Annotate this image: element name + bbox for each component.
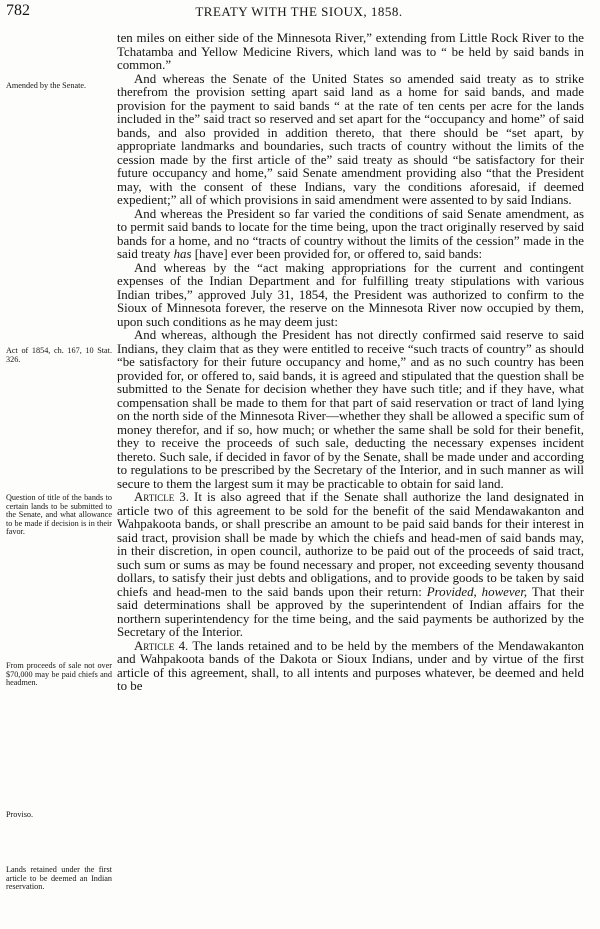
article-heading: Article 3. xyxy=(134,490,189,504)
article-text: That their said determinations shall be approved by the superintendent of Indian affairs for the northern superintendency for the time being, and the said payments be authorized by the Secretary of the Interior. xyxy=(117,584,584,639)
article-text: The lands retained and to be held by the members of the Mendawakanton and Wahpakoota bands of the Dakota or Sioux Indians, under and by virtue of the first article of this agreement, shall, to all intents and purposes whatever, be deemed and held to be xyxy=(117,638,584,693)
paragraph-text: [have] ever been provided for, or offered to, said bands: xyxy=(194,247,483,261)
italic-word: has xyxy=(173,247,192,261)
article-heading: Article 4. xyxy=(134,638,189,653)
page-header xyxy=(6,2,592,22)
margin-note-amended: Amended by the Senate. xyxy=(6,81,87,90)
article-text: It is also agreed that if the Senate shall authorize the land designated in article two of this agreement to be sold for the benefit of the said Mendawakanton and Wahpakoota bands, or shall prescribe an amount to be paid said bands for their interest in said tract, provision shall be made by which the chiefs and head-men of said bands may, in their discretion, in open council, authorize to be paid out of the proceeds of said tract, such sum or sums as may be found necessary and proper, not exceeding seventy thousand dollars, to satisfy their just debts and obligations, and to provide goods to be taken by said chiefs and head-men to the said bands upon their return: xyxy=(117,490,584,599)
paragraph-text: And whereas the President so far varied the conditions of said Senate amendment, as to permit said bands to locate for the time being, upon the tract originally reserved by said bands for a home, and no “tracts of country without the limits of the cession” made in the said treaty xyxy=(117,206,584,261)
running-title: TREATY WITH THE SIOUX, 1858. xyxy=(195,4,403,19)
margin-note-lands-retained: Lands retained under the first article to be deemed an Indian reservation. xyxy=(6,865,112,892)
article-3 xyxy=(117,491,584,640)
paragraph-president-varied xyxy=(117,208,584,262)
paragraph-continuation: ten miles on either side of the Minnesota River,” extending from Little Rock River to the Tchatamba and Yellow Medicine Rivers, which land was to “ be held by said bands in common.” xyxy=(117,31,584,72)
paragraph-act-of-1854: And whereas by the “act making appropriations for the current and contingent expenses of the Indian Department and for fulfilling treaty stipulations with various Indian tribes,” approved July 31, 1854, the President was authorized to confirm to the Sioux of Minnesota forever, the reserve on the Minnesota River now occupied by them, upon such conditions as he may deem just: xyxy=(117,260,584,329)
margin-note-proceeds: From proceeds of sale not over $70,000 may be paid chiefs and headmen. xyxy=(6,661,112,688)
paragraph-senate-amendment: And whereas the Senate of the United States so amended said treaty as to strike therefrom the provision setting apart said land as a home for said bands, and made provision for the payment to said bands “ at the rate of ten cents per acre for the lands included in the” said tract so reserved and set apart for the “occupancy and home” of said bands, and also provided in addition thereto, that there should be “set apart, by appropriate landmarks and boundaries, such tracts of country without the limits of the cession made by the first article of the” said treaty as should “be satisfactory for their future occupancy and home,” said Senate amendment providing also “that the President may, with the consent of these Indians, vary the conditions aforesaid, if deemed expedient;” all of which provisions in said amendment were assented to by said Indians. xyxy=(117,71,584,207)
margin-note-question-of-title: Question of title of the bands to certain lands to be submitted to the Senate, and what allowance to be made if decision is in their favor. xyxy=(6,493,112,537)
paragraph-question-of-title: And whereas, although the President has not directly confirmed said reserve to said Indians, they claim that as they were entitled to receive “such tracts of country” as should “be satisfactory for their future occupancy and home,” and as no such country has been provided for, or offered to, said bands, it is agreed and stipulated that the question shall be submitted to the Senate for decision whether they have such title; and if they have, what compensation shall be made to them for that part of said reservation or tract of land lying on the north side of the Minnesota River—whether they shall be allowed a specific sum of money therefor, and if so, how much; or whether the same shall be sold for their benefit, they to receive the proceeds of such sale, deducting the necessary expenses incident thereto. Such sale, if decided in favor of by the Senate, shall be made under and according to regulations to be prescribed by the Secretary of the Interior, and in such manner as will secure to them the largest sum it may be practicable to obtain for said land. xyxy=(117,328,584,491)
margin-note-proviso: Proviso. xyxy=(6,810,34,819)
treaty-text xyxy=(117,32,584,694)
proviso-label: Provided, however, xyxy=(426,584,528,599)
article-4 xyxy=(117,640,584,694)
page-number: 782 xyxy=(6,2,30,19)
margin-note-act-1854: Act of 1854, ch. 167, 10 Stat. 326. xyxy=(6,346,112,364)
